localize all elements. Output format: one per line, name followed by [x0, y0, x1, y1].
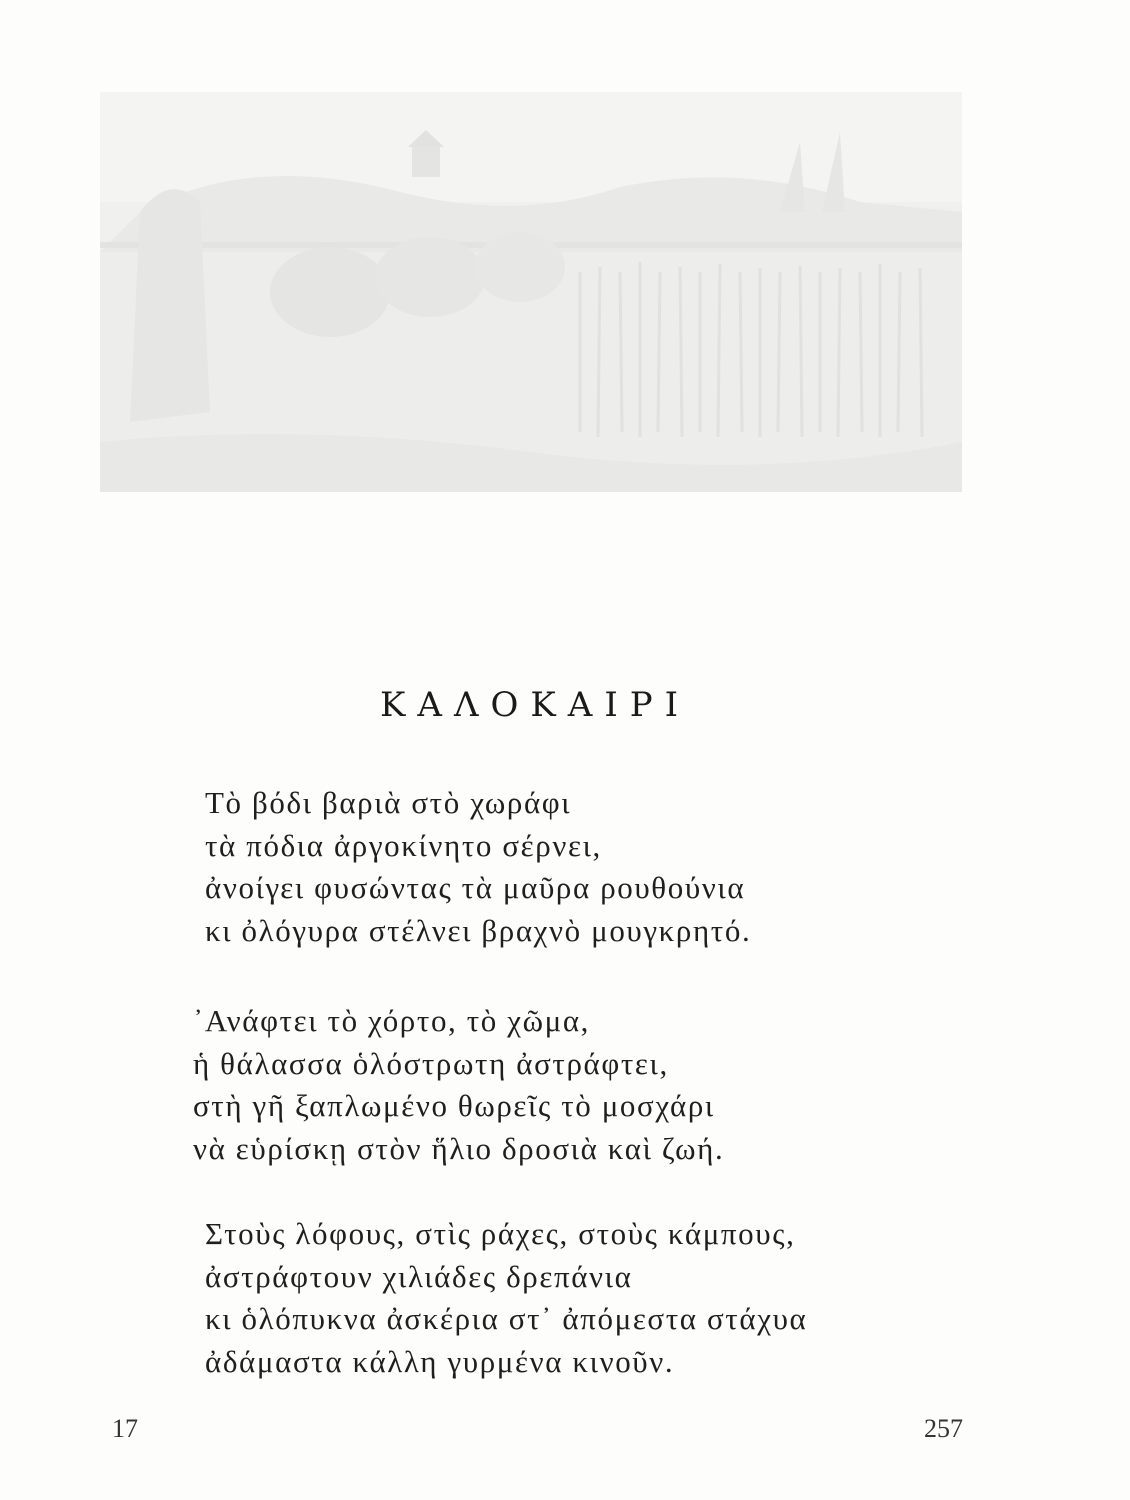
poem-line: στὴ γῆ ξαπλωμένο θωρεῖς τὸ μοσχάρι — [193, 1088, 715, 1123]
woodcut-illustration — [100, 92, 962, 492]
poem-line: ἀδάμαστα κάλλη γυρμένα κινοῦν. — [205, 1343, 675, 1379]
poem-title: ΚΑΛΟΚΑΙΡΙ — [380, 685, 691, 725]
poem-line: νὰ εὑρίσκῃ στὸν ἥλιο δροσιὰ καὶ ζωή. — [193, 1130, 725, 1166]
woodcut-image — [100, 92, 962, 492]
poem-line: ᾿Ανάφτει τὸ χόρτο, τὸ χῶμα, — [193, 1003, 591, 1038]
poem-line: ἀστράφτουν χιλιάδες δρεπάνια — [205, 1258, 633, 1294]
poem-line: ἀνοίγει φυσώντας τὰ μαῦρα ρουθούνια — [205, 870, 746, 905]
stanza-3 — [205, 1213, 807, 1383]
stanza-1 — [205, 782, 751, 952]
poem-line: τὰ πόδια ἀργοκίνητο σέρνει, — [205, 827, 602, 863]
stanza-2 — [193, 1000, 724, 1170]
signature-mark: 17 — [112, 1414, 138, 1443]
poem-line: κι ὁλόπυκνα ἀσκέρια στ᾿ ἀπόμεστα στάχυα — [205, 1301, 808, 1336]
page-number: 257 — [924, 1414, 963, 1443]
poem-line: ἡ θάλασσα ὁλόστρωτη ἀστράφτει, — [193, 1045, 669, 1081]
poem-line: Τὸ βόδι βαριὰ στὸ χωράφι — [205, 785, 572, 820]
poem-line: Στοὺς λόφους, στὶς ράχες, στοὺς κάμπους, — [205, 1216, 796, 1251]
poem-line: κι ὀλόγυρα στέλνει βραχνὸ μουγκρητό. — [205, 912, 752, 948]
